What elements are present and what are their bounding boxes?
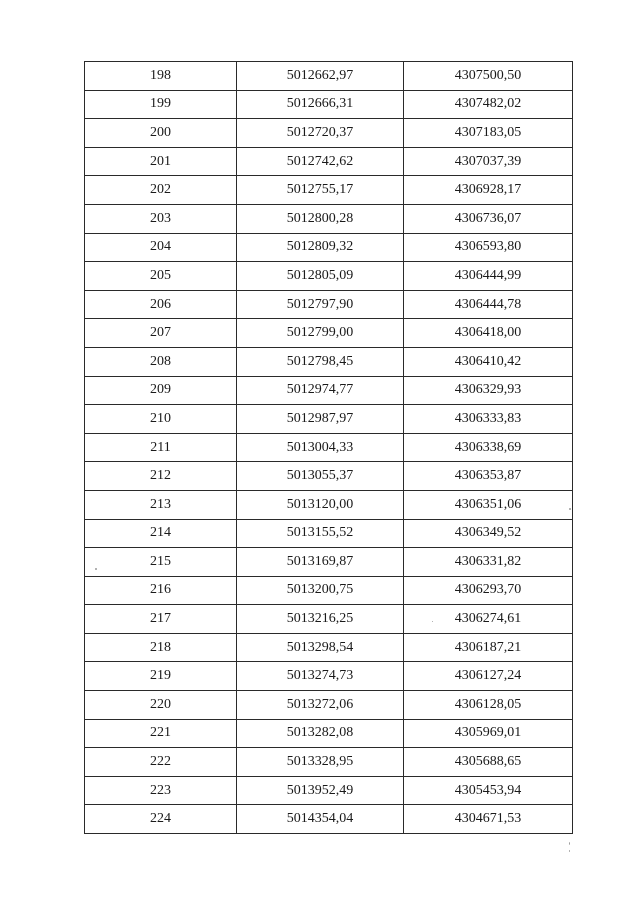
x-coordinate-cell: 5012809,32 [237,233,404,262]
table-row [85,576,573,605]
table-row [85,319,573,348]
table-row [85,490,573,519]
y-coordinate-cell: 4306351,06 [404,490,573,519]
point-number-cell: 218 [85,633,237,662]
table-row [85,776,573,805]
y-coordinate-cell: 4304671,53 [404,805,573,834]
x-coordinate-cell: 5013155,52 [237,519,404,548]
x-coordinate-cell: 5012797,90 [237,290,404,319]
x-coordinate-cell: 5012798,45 [237,347,404,376]
table-row [85,376,573,405]
point-number-cell: 221 [85,719,237,748]
x-coordinate-cell: 5012987,97 [237,405,404,434]
point-number-cell: 204 [85,233,237,262]
x-coordinate-cell: 5013272,06 [237,691,404,720]
x-coordinate-cell: 5012755,17 [237,176,404,205]
y-coordinate-cell: 4306333,83 [404,405,573,434]
x-coordinate-cell: 5013274,73 [237,662,404,691]
table-row [85,691,573,720]
point-number-cell: 215 [85,548,237,577]
y-coordinate-cell: 4306274,61 [404,605,573,634]
point-number-cell: 205 [85,262,237,291]
point-number-cell: 200 [85,119,237,148]
point-number-cell: 213 [85,490,237,519]
table-row [85,290,573,319]
table-row [85,147,573,176]
point-number-cell: 214 [85,519,237,548]
y-coordinate-cell: 4306444,78 [404,290,573,319]
x-coordinate-cell: 5012662,97 [237,62,404,91]
point-number-cell: 202 [85,176,237,205]
y-coordinate-cell: 4306736,07 [404,204,573,233]
coordinates-table-body [85,62,573,834]
point-number-cell: 203 [85,204,237,233]
scan-speck [569,508,571,510]
y-coordinate-cell: 4306128,05 [404,691,573,720]
y-coordinate-cell: 4306418,00 [404,319,573,348]
point-number-cell: 224 [85,805,237,834]
scan-speck [569,842,570,845]
x-coordinate-cell: 5013169,87 [237,548,404,577]
y-coordinate-cell: 4306331,82 [404,548,573,577]
point-number-cell: 201 [85,147,237,176]
table-row [85,62,573,91]
x-coordinate-cell: 5014354,04 [237,805,404,834]
x-coordinate-cell: 5013952,49 [237,776,404,805]
x-coordinate-cell: 5012805,09 [237,262,404,291]
y-coordinate-cell: 4306353,87 [404,462,573,491]
y-coordinate-cell: 4306127,24 [404,662,573,691]
x-coordinate-cell: 5012666,31 [237,90,404,119]
y-coordinate-cell: 4305453,94 [404,776,573,805]
x-coordinate-cell: 5012742,62 [237,147,404,176]
point-number-cell: 207 [85,319,237,348]
table-row [85,433,573,462]
scan-speck [432,621,433,622]
table-row [85,462,573,491]
y-coordinate-cell: 4306444,99 [404,262,573,291]
point-number-cell: 216 [85,576,237,605]
y-coordinate-cell: 4307183,05 [404,119,573,148]
point-number-cell: 206 [85,290,237,319]
table-row [85,204,573,233]
y-coordinate-cell: 4305688,65 [404,748,573,777]
x-coordinate-cell: 5013200,75 [237,576,404,605]
y-coordinate-cell: 4306928,17 [404,176,573,205]
y-coordinate-cell: 4306329,93 [404,376,573,405]
x-coordinate-cell: 5013004,33 [237,433,404,462]
table-row [85,748,573,777]
y-coordinate-cell: 4306187,21 [404,633,573,662]
y-coordinate-cell: 4306410,42 [404,347,573,376]
y-coordinate-cell: 4306593,80 [404,233,573,262]
coordinates-table [84,61,573,834]
table-row [85,548,573,577]
y-coordinate-cell: 4306338,69 [404,433,573,462]
x-coordinate-cell: 5012800,28 [237,204,404,233]
y-coordinate-cell: 4307500,50 [404,62,573,91]
x-coordinate-cell: 5013328,95 [237,748,404,777]
y-coordinate-cell: 4305969,01 [404,719,573,748]
point-number-cell: 209 [85,376,237,405]
table-row [85,90,573,119]
point-number-cell: 222 [85,748,237,777]
x-coordinate-cell: 5013282,08 [237,719,404,748]
x-coordinate-cell: 5013216,25 [237,605,404,634]
point-number-cell: 220 [85,691,237,720]
point-number-cell: 211 [85,433,237,462]
point-number-cell: 223 [85,776,237,805]
point-number-cell: 219 [85,662,237,691]
point-number-cell: 199 [85,90,237,119]
table-row [85,605,573,634]
table-row [85,262,573,291]
table-row [85,519,573,548]
scan-speck [569,850,570,852]
x-coordinate-cell: 5013298,54 [237,633,404,662]
point-number-cell: 217 [85,605,237,634]
table-row [85,119,573,148]
x-coordinate-cell: 5012720,37 [237,119,404,148]
table-row [85,662,573,691]
point-number-cell: 210 [85,405,237,434]
y-coordinate-cell: 4306349,52 [404,519,573,548]
table-row [85,633,573,662]
point-number-cell: 212 [85,462,237,491]
point-number-cell: 208 [85,347,237,376]
table-row [85,347,573,376]
y-coordinate-cell: 4306293,70 [404,576,573,605]
table-row [85,233,573,262]
table-row [85,805,573,834]
table-row [85,405,573,434]
scan-speck [95,568,97,570]
table-row [85,719,573,748]
table-row [85,176,573,205]
y-coordinate-cell: 4307482,02 [404,90,573,119]
point-number-cell: 198 [85,62,237,91]
x-coordinate-cell: 5012974,77 [237,376,404,405]
x-coordinate-cell: 5013120,00 [237,490,404,519]
y-coordinate-cell: 4307037,39 [404,147,573,176]
x-coordinate-cell: 5013055,37 [237,462,404,491]
x-coordinate-cell: 5012799,00 [237,319,404,348]
